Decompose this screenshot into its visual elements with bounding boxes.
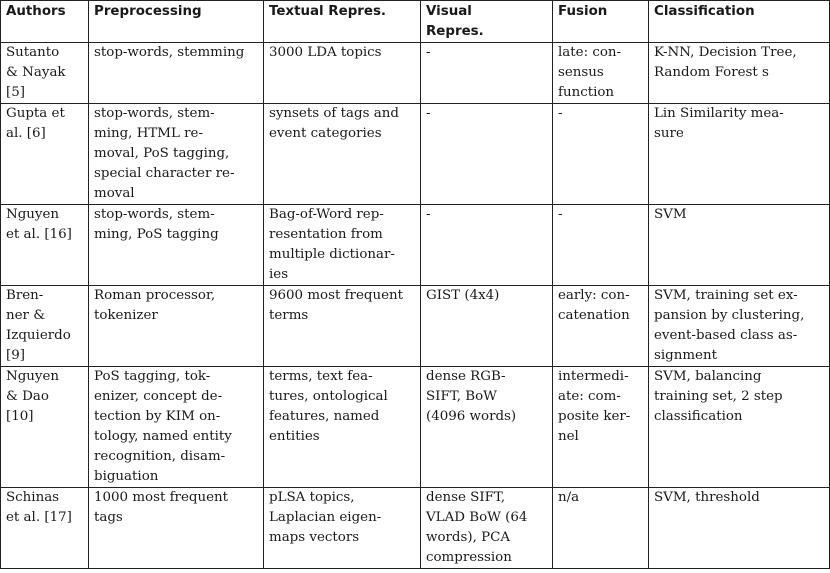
cell-line: Schinas [6,490,60,505]
cell-textual [264,205,421,286]
header-textual [264,1,421,43]
table-row [1,205,830,286]
cell-line: entities [269,429,320,444]
header-classification [649,1,830,43]
cell-line: [10] [6,409,34,424]
cell-line: VLAD BoW (64 [426,510,528,525]
cell-preprocessing [89,205,264,286]
cell-line: GIST (4x4) [426,288,500,303]
cell-line: event-based class as- [654,328,798,343]
cell-line: ming, HTML re- [94,126,204,141]
header-line: Authors [6,4,66,19]
cell-authors [1,43,89,104]
cell-line: features, named [269,409,380,424]
cell-line: synsets of tags and [269,106,399,121]
cell-line: et al. [16] [6,227,72,242]
cell-line: function [558,85,615,100]
header-line: Textual Repres. [269,4,387,19]
cell-line: nel [558,429,579,444]
cell-line: resentation from [269,227,383,242]
cell-classification [649,104,830,205]
cell-line: sensus [558,65,604,80]
cell-line: stop-words, stemming [94,45,245,60]
cell-line: tokenizer [94,308,158,323]
cell-line: tection by KIM on- [94,409,221,424]
cell-line: Sutanto [6,45,60,60]
cell-line: - [558,207,563,222]
cell-classification [649,43,830,104]
cell-line: [9] [6,348,25,363]
cell-fusion [553,488,649,569]
cell-preprocessing [89,104,264,205]
cell-line: 1000 most frequent [94,490,229,505]
cell-line: & Nayak [6,65,66,80]
cell-line: 3000 LDA topics [269,45,382,60]
cell-classification [649,205,830,286]
cell-line: signment [654,348,717,363]
header-authors [1,1,89,43]
cell-authors [1,104,89,205]
cell-authors [1,488,89,569]
cell-line: et al. [17] [6,510,72,525]
cell-fusion [553,43,649,104]
cell-line: terms, text fea- [269,369,373,384]
table-row [1,104,830,205]
cell-line: enizer, concept de- [94,389,223,404]
cell-line: stop-words, stem- [94,106,215,121]
header-line: Classification [654,4,755,19]
cell-line: tology, named entity [94,429,232,444]
cell-line: ies [269,267,289,282]
cell-line: dense RGB- [426,369,506,384]
cell-line: stop-words, stem- [94,207,215,222]
cell-line: SIFT, BoW [426,389,497,404]
cell-line: biguation [94,469,159,484]
header-preprocessing [89,1,264,43]
cell-line: - [426,106,431,121]
cell-visual [421,205,553,286]
cell-line: training set, 2 step [654,389,783,404]
cell-line: al. [6] [6,126,46,141]
cell-line: SVM, training set ex- [654,288,798,303]
cell-authors [1,286,89,367]
table-row [1,286,830,367]
cell-visual [421,43,553,104]
table-row [1,488,830,569]
header-row [1,1,830,43]
cell-authors [1,205,89,286]
cell-line: multiple dictionar- [269,247,395,262]
cell-line: SVM, balancing [654,369,762,384]
cell-line: posite ker- [558,409,631,424]
cell-line: 9600 most frequent [269,288,404,303]
cell-line: ming, PoS tagging [94,227,219,242]
cell-line: Random Forest s [654,65,769,80]
cell-line: Bren- [6,288,44,303]
cell-line: maps vectors [269,530,360,545]
cell-line: K-NN, Decision Tree, [654,45,797,60]
cell-line: terms [269,308,309,323]
cell-classification [649,488,830,569]
cell-line: event categories [269,126,382,141]
cell-line: Nguyen [6,369,60,384]
header-line: Fusion [558,4,608,19]
cell-line: & Dao [6,389,49,404]
cell-visual [421,488,553,569]
cell-line: pLSA topics, [269,490,355,505]
cell-line: late: con- [558,45,622,60]
cell-line: Lin Similarity mea- [654,106,784,121]
header-visual [421,1,553,43]
table-body [1,43,830,569]
cell-classification [649,367,830,488]
cell-line: - [558,106,563,121]
cell-line: classification [654,409,743,424]
cell-line: compression [426,550,512,565]
cell-fusion [553,205,649,286]
cell-line: words), PCA [426,530,511,545]
cell-fusion [553,286,649,367]
header-line: Repres. [426,24,484,39]
table-row [1,43,830,104]
cell-line: catenation [558,308,630,323]
cell-textual [264,286,421,367]
header-line: Preprocessing [94,4,202,19]
cell-line: ate: com- [558,389,621,404]
header-fusion [553,1,649,43]
cell-preprocessing [89,367,264,488]
cell-preprocessing [89,286,264,367]
cell-line: SVM, threshold [654,490,760,505]
cell-line: Nguyen [6,207,60,222]
cell-line: [5] [6,85,25,100]
cell-line: moval, PoS tagging, [94,146,230,161]
cell-line: dense SIFT, [426,490,506,505]
cell-fusion [553,104,649,205]
cell-authors [1,367,89,488]
cell-line: tags [94,510,123,525]
cell-textual [264,43,421,104]
cell-preprocessing [89,43,264,104]
cell-line: early: con- [558,288,630,303]
table-row [1,367,830,488]
cell-line: Bag-of-Word rep- [269,207,384,222]
header-line: Visual [426,4,472,19]
cell-line: (4096 words) [426,409,517,424]
cell-line: tures, ontological [269,389,388,404]
cell-textual [264,367,421,488]
cell-classification [649,286,830,367]
cell-line: Gupta et [6,106,65,121]
cell-line: moval [94,186,135,201]
cell-line: sure [654,126,684,141]
cell-line: ner & [6,308,46,323]
cell-fusion [553,367,649,488]
cell-line: n/a [558,490,580,505]
cell-line: Roman processor, [94,288,216,303]
cell-line: - [426,207,431,222]
cell-visual [421,104,553,205]
cell-preprocessing [89,488,264,569]
cell-textual [264,104,421,205]
cell-textual [264,488,421,569]
cell-line: Laplacian eigen- [269,510,382,525]
cell-visual [421,286,553,367]
cell-line: pansion by clustering, [654,308,805,323]
cell-line: - [426,45,431,60]
cell-line: special character re- [94,166,235,181]
cell-line: PoS tagging, tok- [94,369,211,384]
cell-line: recognition, disam- [94,449,226,464]
cell-line: intermedi- [558,369,629,384]
cell-line: Izquierdo [6,328,71,343]
cell-line: SVM [654,207,687,222]
cell-visual [421,367,553,488]
